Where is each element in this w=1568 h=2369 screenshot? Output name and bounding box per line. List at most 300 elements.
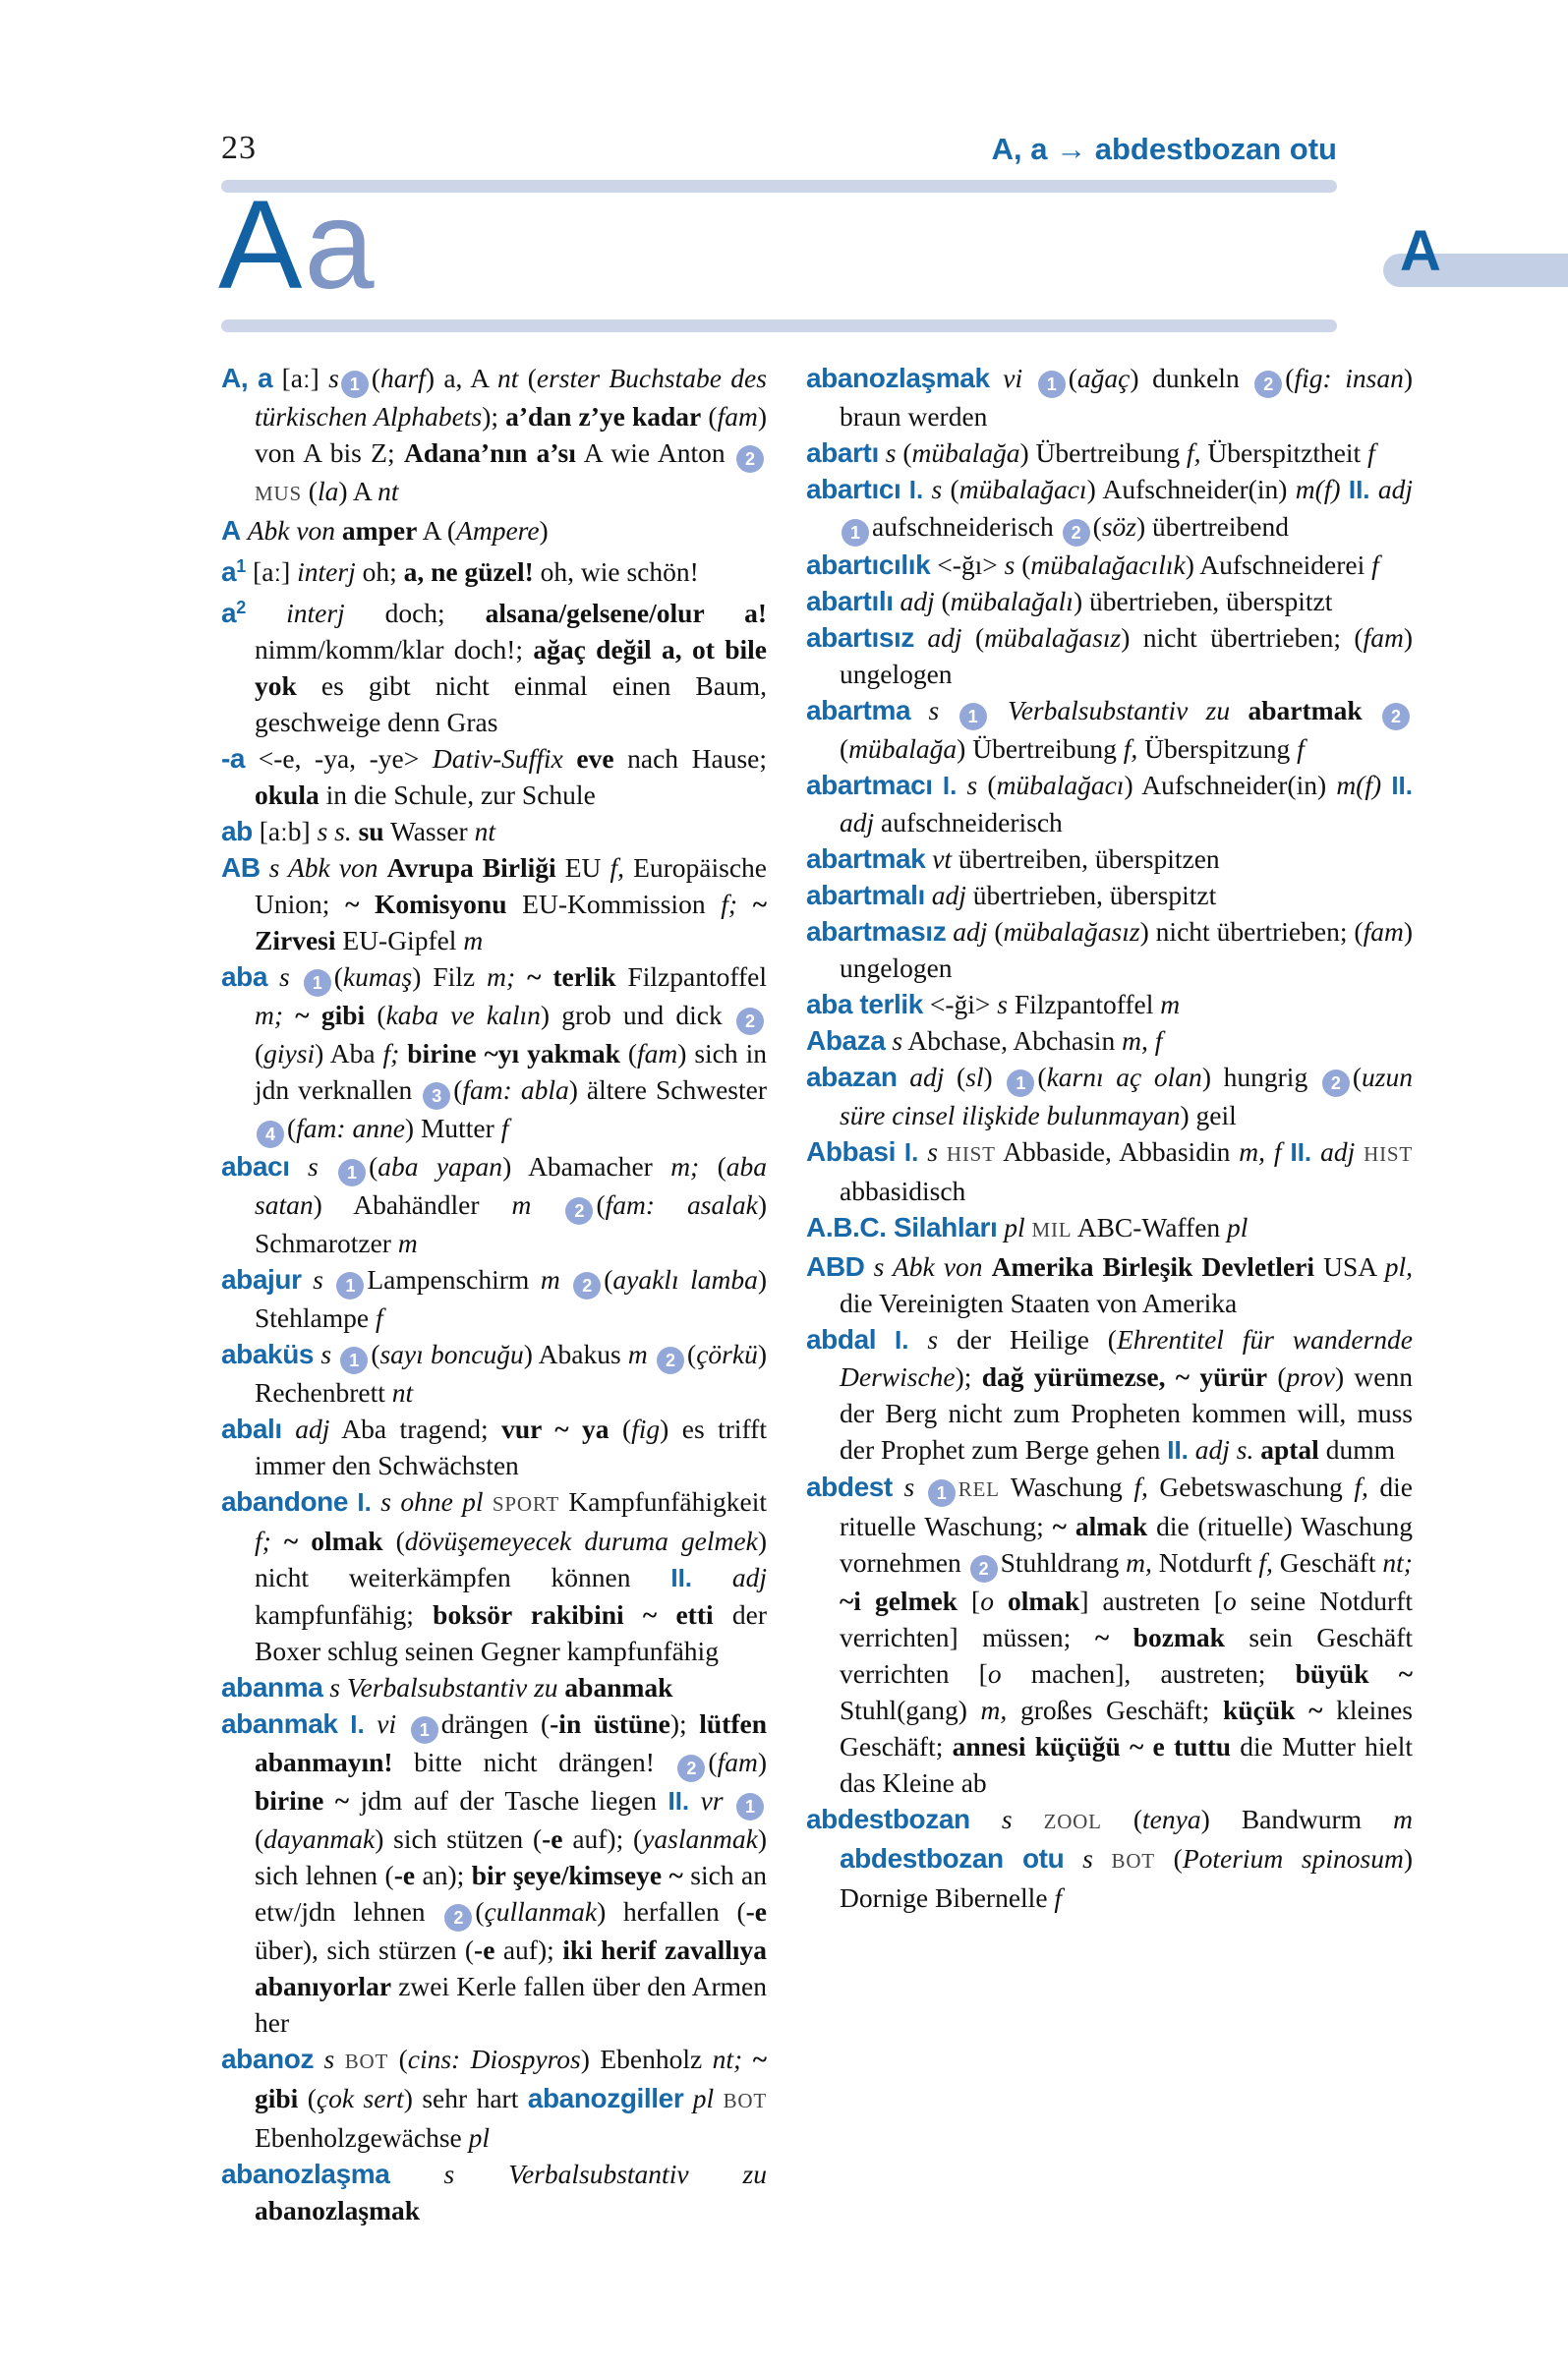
text-run: ) Schmarotzer — [255, 1189, 767, 1258]
dictionary-entry — [221, 512, 767, 549]
text-run — [970, 1804, 1002, 1834]
bold-phrase: ~ almak — [1052, 1511, 1148, 1541]
grammar-label: m; — [255, 1000, 284, 1030]
grammar-label: ayaklı lamba — [612, 1264, 758, 1295]
grammar-label: çullanmak — [484, 1896, 598, 1927]
text-run: ( — [382, 1526, 405, 1556]
bold-phrase: eve — [576, 743, 614, 774]
text-run — [879, 437, 886, 468]
text-run: die Vereinigten Staaten von Amerika — [840, 1288, 1238, 1318]
grammar-label: f — [1054, 1882, 1063, 1913]
text-run — [683, 2083, 692, 2113]
text-run: jdm auf der Tasche liegen — [349, 1785, 668, 1816]
text-run: ( — [1015, 549, 1031, 580]
sense-number-badge: 2 — [565, 1197, 593, 1225]
text-run: abbasidisch — [840, 1176, 966, 1206]
text-run: ) ungelogen — [840, 622, 1414, 689]
bold-phrase: küçük ~ — [1223, 1695, 1323, 1725]
text-run: Filzpantoffel — [615, 961, 768, 992]
sense-number-badge: 1 — [959, 703, 987, 730]
dictionary-entry — [221, 958, 767, 1148]
headword: abanozgiller — [527, 2083, 684, 2113]
bold-phrase: a, ne güzel! — [403, 556, 534, 587]
grammar-label: Verbalsubstantiv zu — [1007, 695, 1231, 725]
grammar-label: s — [317, 816, 328, 846]
headword: abdal — [806, 1324, 877, 1355]
text-run: ) — [539, 515, 549, 546]
text-run: ) nicht übertrieben; ( — [1121, 622, 1364, 653]
sense-number-badge: 1 — [1038, 371, 1066, 398]
text-run — [323, 1264, 335, 1295]
text-run: EU-Kommission — [506, 889, 722, 919]
bold-phrase: boksör rakibini ~ etti — [433, 1599, 714, 1630]
text-run — [893, 1472, 904, 1502]
text-run: ( — [287, 1113, 297, 1143]
text-run: nach Hause; — [613, 743, 768, 774]
grammar-label: nt; — [712, 2044, 743, 2074]
text-run: ( — [333, 961, 343, 992]
text-run — [1064, 1843, 1082, 1874]
text-run — [1189, 1434, 1195, 1465]
text-run: ( — [701, 401, 718, 432]
bold-phrase: ~i gelmek — [840, 1586, 958, 1616]
grammar-label: f — [1297, 733, 1305, 764]
text-run: ) nicht weiterkämpfen können — [255, 1526, 767, 1592]
text-run — [914, 1472, 926, 1502]
grammar-label: f — [375, 1302, 383, 1333]
headword: a — [221, 556, 237, 587]
grammar-label: erster Buchstabe des türkischen Alphabets — [255, 363, 767, 432]
bold-phrase: Amerika Birleşik Devletleri — [991, 1251, 1314, 1282]
text-run: ( — [987, 916, 1004, 947]
text-run: ) ungelogen — [840, 916, 1413, 983]
text-run — [724, 1785, 734, 1816]
dictionary-entry — [806, 767, 1413, 840]
grammar-label: m, f — [1122, 1025, 1163, 1056]
roman-numeral: I. — [942, 771, 958, 800]
sense-number-badge: 1 — [340, 1347, 368, 1374]
grammar-label: pl — [692, 2083, 715, 2113]
headword: ab — [221, 816, 253, 846]
grammar-label: sl — [965, 1062, 984, 1092]
grammar-label: m — [463, 925, 484, 955]
sense-number-badge: 1 — [928, 1479, 956, 1507]
text-run: kampfunfähig; — [255, 1599, 434, 1630]
text-run: ( — [961, 622, 985, 653]
text-run: ) Abamacher — [502, 1151, 671, 1182]
grammar-label: mübalağacılık — [1030, 549, 1186, 580]
text-run — [515, 961, 527, 992]
bold-phrase: bir şeye/kimseye ~ — [471, 1860, 683, 1890]
text-run — [864, 1251, 873, 1282]
text-run: Aba tragend; — [329, 1414, 502, 1444]
text-run: ) Filz — [412, 961, 488, 992]
text-run: ) Ebenholz — [580, 2044, 713, 2074]
running-head: A, a → abdestbozan otu — [991, 132, 1337, 166]
text-run — [331, 1339, 338, 1369]
text-run: ( — [475, 1896, 485, 1927]
bold-phrase: birine ~ — [255, 1785, 350, 1816]
text-run — [1381, 770, 1391, 800]
grammar-label: çörkü — [696, 1339, 758, 1369]
bold-phrase: ~ gibi — [295, 1000, 366, 1030]
grammar-label: s — [320, 1339, 332, 1369]
text-run: [aːb] — [252, 816, 318, 846]
grammar-label: s — [997, 989, 1008, 1019]
field-label: BOT — [723, 2089, 768, 2112]
text-run: <-ğı> — [930, 549, 1005, 580]
text-run: ( — [699, 1151, 726, 1182]
headword: aba — [221, 961, 268, 992]
grammar-label: mübalağalı — [950, 586, 1074, 616]
bold-phrase: a’dan z’ye kadar — [505, 401, 702, 432]
text-run — [1355, 1136, 1364, 1167]
dictionary-entry — [221, 1148, 767, 1261]
roman-numeral: II. — [1290, 1137, 1312, 1167]
dictionary-entry — [221, 2041, 767, 2156]
text-run: bitte nicht drängen! — [392, 1747, 676, 1777]
field-label: HIST — [946, 1142, 996, 1166]
grammar-label: adj — [900, 586, 935, 616]
bold-phrase: iki herif zavallıya abanıyorlar — [255, 1935, 767, 2001]
text-run: Stuhldrang — [1000, 1547, 1127, 1578]
text-run — [1230, 695, 1248, 725]
headword: abdest — [806, 1472, 893, 1502]
text-run: ) Aba — [315, 1038, 383, 1069]
dictionary-entry — [806, 1801, 1413, 1916]
text-run: ( — [977, 770, 997, 800]
text-run: die Mutter hielt das Kleine ab — [840, 1731, 1414, 1798]
bold-phrase: abartmak — [1248, 695, 1363, 725]
grammar-label: o — [987, 1658, 1002, 1689]
text-run — [1363, 695, 1380, 725]
text-run — [714, 2083, 723, 2113]
grammar-label: adj — [931, 880, 966, 910]
bold-phrase: -e — [393, 1860, 416, 1890]
grammar-label: f, — [1133, 1472, 1148, 1502]
headword: abanma — [221, 1672, 323, 1703]
roman-numeral: I. — [350, 1709, 365, 1739]
grammar-label: vt — [932, 843, 953, 874]
headword: abartıcılık — [806, 549, 931, 580]
headword: abartmalı — [806, 880, 925, 910]
headword: abartılı — [806, 586, 894, 616]
headword: ABD — [806, 1251, 865, 1282]
roman-numeral: I. — [903, 1137, 919, 1167]
grammar-label: adj — [1377, 474, 1413, 504]
grammar-label: m(f) — [1295, 474, 1341, 504]
bold-phrase: ~ bozmak — [1094, 1622, 1225, 1652]
section-letters — [218, 175, 377, 316]
section-letter-uppercase: A — [218, 175, 305, 316]
dictionary-entry — [221, 1705, 767, 2041]
bold-phrase: dağ yürümezse, ~ yürür — [981, 1361, 1268, 1392]
text-run: ) A — [338, 476, 378, 506]
grammar-label: m, — [980, 1695, 1008, 1725]
grammar-label: giysi — [263, 1038, 316, 1069]
dictionary-entry — [221, 813, 767, 849]
text-run: es gibt nicht einmal einen Baum, geschweige denn Gras — [255, 670, 767, 737]
dictionary-entry — [221, 1261, 767, 1336]
headword: abartmasız — [806, 916, 947, 947]
dictionary-entry — [806, 1209, 1413, 1248]
grammar-label: f — [1367, 437, 1375, 468]
bold-phrase: okula — [255, 780, 319, 810]
bold-phrase: annesi küçüğü ~ e tuttu — [952, 1731, 1232, 1762]
text-run — [290, 1151, 308, 1182]
text-run: ) Stehlampe — [255, 1264, 768, 1333]
sense-number-badge: 2 — [1063, 519, 1090, 547]
grammar-label: fam — [717, 401, 758, 432]
headword: A.B.C. Silahları — [806, 1212, 998, 1242]
text-run — [484, 1486, 493, 1517]
headword: abalı — [221, 1414, 282, 1444]
text-run: ( — [708, 1747, 718, 1777]
text-run: ( — [609, 1414, 632, 1444]
text-run: ( — [619, 1038, 637, 1069]
grammar-label: Abk von — [247, 515, 336, 546]
text-run: ( — [1092, 511, 1102, 542]
grammar-label: aba satan — [255, 1151, 767, 1220]
text-run: ) übertreibend — [1135, 511, 1289, 542]
text-run: A wie Anton — [575, 437, 734, 468]
text-run: ) es trifft immer den Schwächsten — [255, 1414, 767, 1480]
dictionary-entry — [806, 360, 1413, 434]
text-run: ) Übertreibung — [1019, 437, 1188, 468]
grammar-label: mübalağasız — [984, 622, 1122, 653]
text-run: die rituelle Waschung; — [840, 1472, 1413, 1541]
text-run: ) ältere Schwester — [568, 1074, 767, 1105]
grammar-label: m; — [487, 961, 516, 992]
dictionary-entry — [221, 2156, 767, 2228]
text-run — [1370, 474, 1378, 504]
dictionary-column-left — [221, 360, 767, 2228]
grammar-label: sayı boncuğu — [379, 1339, 524, 1369]
text-run: Ebenholzgewächse — [255, 2122, 469, 2153]
text-run — [933, 770, 943, 800]
grammar-label: adj — [953, 916, 988, 947]
text-run: ) sich lehnen ( — [255, 1823, 767, 1890]
text-run: ) Aufschneider(in) — [1124, 770, 1337, 800]
grammar-label: dövüşemeyecek duruma gelmek — [404, 1526, 758, 1556]
text-run — [876, 1324, 895, 1355]
text-run: ) geil — [1180, 1100, 1237, 1130]
text-run: ) sich stützen ( — [375, 1823, 543, 1854]
grammar-label: Dativ-Suffix — [432, 743, 563, 774]
text-run — [994, 1586, 1008, 1616]
grammar-label: f; — [255, 1526, 271, 1556]
text-run — [365, 1708, 377, 1739]
grammar-label: f, — [1354, 1472, 1368, 1502]
text-run — [1022, 363, 1036, 393]
grammar-label: ağaç — [1076, 363, 1131, 393]
text-run: ) — [757, 1747, 767, 1777]
text-run — [990, 363, 1004, 393]
grammar-label: Poterium spinosum — [1182, 1843, 1404, 1874]
grammar-label: vi — [377, 1708, 397, 1739]
sense-number-badge: 1 — [336, 1272, 364, 1300]
text-run — [908, 1324, 927, 1355]
grammar-label: adj — [909, 1062, 945, 1092]
text-run — [290, 961, 302, 992]
text-run: drängen ( — [440, 1708, 551, 1739]
headword: abandone — [221, 1486, 349, 1517]
dictionary-entry — [221, 849, 767, 958]
text-run: A ( — [417, 515, 457, 546]
grammar-label: aba yapan — [377, 1151, 503, 1182]
text-run: Abbaside, Abbasidin — [995, 1136, 1240, 1167]
grammar-label: interj — [297, 556, 356, 587]
grammar-label: f; — [382, 1038, 400, 1069]
grammar-label: s — [966, 770, 978, 800]
grammar-label: m — [397, 1228, 418, 1258]
text-run: an); — [415, 1860, 472, 1890]
sense-number-badge: 1 — [338, 1159, 366, 1186]
headword: abanmak — [221, 1708, 338, 1739]
grammar-label: s — [1001, 1804, 1013, 1834]
text-run: ) übertrieben, überspitzt — [1073, 586, 1333, 616]
grammar-label: o — [980, 1586, 994, 1616]
text-run — [560, 1264, 572, 1295]
grammar-label: fam: anne — [296, 1113, 405, 1143]
dictionary-entry — [806, 434, 1413, 471]
text-run: seine Notdurft verrichten] müssen; — [840, 1586, 1413, 1652]
text-run — [990, 695, 1008, 725]
field-label: REL — [958, 1477, 1000, 1501]
sense-number-badge: 2 — [657, 1347, 684, 1374]
grammar-label: prov — [1286, 1361, 1335, 1392]
text-run: ) Abakus — [523, 1339, 628, 1369]
sense-number-badge: 2 — [970, 1555, 998, 1583]
text-run — [389, 2159, 443, 2189]
text-run: ) von A bis Z; — [255, 401, 767, 468]
text-run: ) a, A — [425, 363, 497, 393]
text-run — [1093, 1843, 1112, 1874]
grammar-label: m — [540, 1264, 560, 1295]
headword-superscript: 1 — [236, 556, 247, 576]
sense-number-badge: 2 — [677, 1755, 705, 1782]
text-run: ABC-Waffen — [1072, 1212, 1228, 1242]
grammar-label: pl — [468, 2122, 491, 2153]
grammar-label: fam: abla — [462, 1074, 569, 1105]
grammar-label: s Abk von — [873, 1251, 983, 1282]
text-run: ) hungrig — [1201, 1062, 1320, 1092]
text-run: ) dunkeln — [1130, 363, 1253, 393]
bold-phrase: olmak — [1007, 1586, 1080, 1616]
grammar-label: m — [627, 1339, 648, 1369]
text-run: ( — [1037, 1062, 1047, 1092]
text-run: ( — [840, 733, 849, 764]
text-run: ) sehr hart — [403, 2083, 528, 2113]
grammar-label: s ohne pl — [380, 1486, 484, 1517]
grammar-label: adj — [927, 622, 962, 653]
text-run: aufschneiderisch — [872, 511, 1061, 542]
grammar-label: f, — [610, 852, 624, 883]
grammar-label: f, — [1187, 437, 1201, 468]
grammar-label: m; — [670, 1151, 700, 1182]
sense-number-badge: 1 — [736, 1793, 764, 1820]
text-run: Gebetswaschung — [1147, 1472, 1355, 1502]
text-run — [914, 622, 927, 653]
roman-numeral: II. — [1391, 771, 1413, 800]
text-run: dumm — [1318, 1434, 1395, 1465]
roman-numeral: I. — [895, 1325, 909, 1355]
grammar-label: m — [1393, 1804, 1413, 1834]
grammar-label: s. — [334, 816, 352, 846]
bold-phrase: -in üstüne — [550, 1708, 670, 1739]
grammar-label: çok sert — [316, 2083, 404, 2113]
grammar-label: f — [1371, 549, 1379, 580]
text-run: Abchase, Abchasin — [902, 1025, 1123, 1056]
sense-number-badge: 3 — [423, 1082, 450, 1110]
headword: abartıcı — [806, 474, 901, 504]
text-run — [737, 889, 753, 919]
text-run: ( — [518, 363, 537, 393]
text-run: auf); ( — [562, 1823, 643, 1854]
text-run — [302, 1264, 314, 1295]
grammar-label: f, — [1123, 733, 1138, 764]
text-run: ) Aufschneiderei — [1185, 549, 1372, 580]
section-rule-bar — [221, 319, 1337, 332]
text-run — [1311, 1136, 1320, 1167]
sense-number-badge: 2 — [736, 1008, 764, 1035]
text-run — [334, 2044, 344, 2074]
bold-phrase: -e — [474, 1935, 495, 1965]
thumb-index-letter: A — [1400, 219, 1441, 283]
grammar-label: nt; — [1382, 1547, 1413, 1578]
headword: abazan — [806, 1062, 898, 1092]
headword: Abaza — [806, 1025, 886, 1056]
text-run: Lampenschirm — [367, 1264, 541, 1295]
text-run — [910, 695, 928, 725]
grammar-label: karnı aç olan — [1046, 1062, 1202, 1092]
text-run: USA — [1314, 1251, 1385, 1282]
text-run — [925, 880, 932, 910]
grammar-label: Ehrentitel für wandernde Derwische — [840, 1324, 1413, 1392]
text-run — [983, 1251, 992, 1282]
grammar-label: pl — [1004, 1212, 1025, 1242]
bold-phrase: -e — [745, 1896, 767, 1927]
grammar-label: vr — [700, 1785, 724, 1816]
headword: abartısız — [806, 622, 914, 653]
text-run: der Heilige ( — [938, 1324, 1117, 1355]
bold-phrase: büyük ~ — [1295, 1658, 1413, 1689]
grammar-label: adj — [1320, 1136, 1356, 1167]
field-label: HIST — [1364, 1142, 1414, 1166]
text-run: ( — [453, 1074, 463, 1105]
text-run: Europäische Union; — [255, 852, 767, 919]
grammar-label: la — [317, 476, 339, 506]
text-run: ) herfallen ( — [597, 1896, 746, 1927]
grammar-label: s — [885, 437, 897, 468]
text-run: ) Abahändler — [313, 1189, 512, 1220]
bold-phrase: birine ~yı yakmak — [407, 1038, 620, 1069]
grammar-label: s Verbalsubstantiv zu — [443, 2159, 768, 2189]
sense-number-badge: 1 — [341, 371, 369, 398]
text-run: ( — [365, 1000, 386, 1030]
text-run: Überspitzung — [1137, 733, 1298, 764]
dictionary-entry — [221, 360, 767, 512]
text-run: ( — [1267, 1361, 1287, 1392]
grammar-label: fam: asalak — [605, 1189, 758, 1220]
sense-number-badge: 1 — [304, 969, 331, 997]
headword: Abbasi — [806, 1136, 896, 1167]
text-run: Filzpantoffel — [1007, 989, 1161, 1019]
grammar-label: s — [931, 474, 943, 504]
field-label: MUS — [255, 482, 302, 505]
dictionary-columns — [221, 360, 1413, 2228]
grammar-label: m, f — [1239, 1136, 1282, 1167]
